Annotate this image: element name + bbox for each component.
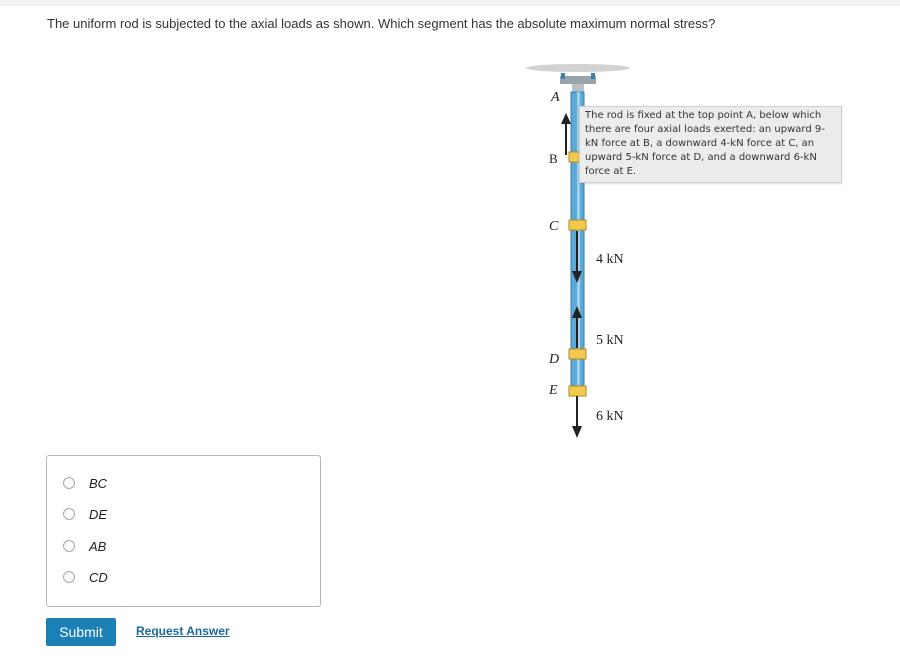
mount-plate xyxy=(560,76,596,84)
choice-label: AB xyxy=(89,538,107,554)
radio-button[interactable] xyxy=(63,571,75,583)
clamp-e xyxy=(569,386,586,396)
submit-button[interactable]: Submit xyxy=(46,618,116,646)
choice-label: BC xyxy=(89,475,108,491)
clamp-d xyxy=(569,349,586,359)
load-label-d: 5 kN xyxy=(596,333,624,348)
mount-neck xyxy=(572,84,584,92)
choice-ab[interactable] xyxy=(63,536,106,556)
load-label-c: 4 kN xyxy=(596,252,624,267)
question-text: The uniform rod is subjected to the axial loads as shown. Which segment has the absolute maximum normal stress? xyxy=(47,16,716,31)
choice-de[interactable] xyxy=(63,504,107,524)
point-label-b: B xyxy=(549,151,558,166)
choice-label: CD xyxy=(89,569,108,585)
point-label-e: E xyxy=(549,383,558,398)
load-label-e: 6 kN xyxy=(596,409,624,424)
point-label-c: C xyxy=(549,219,559,234)
arrow-b-up xyxy=(561,113,571,155)
ceiling-support xyxy=(526,64,630,72)
radio-button[interactable] xyxy=(63,477,75,489)
point-label-d: D xyxy=(549,352,560,367)
choice-cd[interactable] xyxy=(63,567,108,587)
choice-label: DE xyxy=(89,506,108,522)
choice-bc[interactable] xyxy=(63,473,107,493)
point-label-a: A xyxy=(551,90,560,105)
radio-button[interactable] xyxy=(63,508,75,520)
answer-choices xyxy=(46,455,321,607)
mount-bolt xyxy=(561,73,565,79)
radio-button[interactable] xyxy=(63,540,75,552)
mount-bolt xyxy=(591,73,595,79)
arrow-e-down xyxy=(572,396,582,438)
request-answer-link[interactable]: Request Answer xyxy=(136,624,230,638)
clamp-c xyxy=(569,220,586,230)
figure-alt-text-tooltip: The rod is fixed at the top point A, below which there are four axial loads exerted: an upward 9-kN force at B, a downward 4-kN force at C, an upward 5-kN force at D, and a downward 6-kN force at E. xyxy=(579,106,842,183)
